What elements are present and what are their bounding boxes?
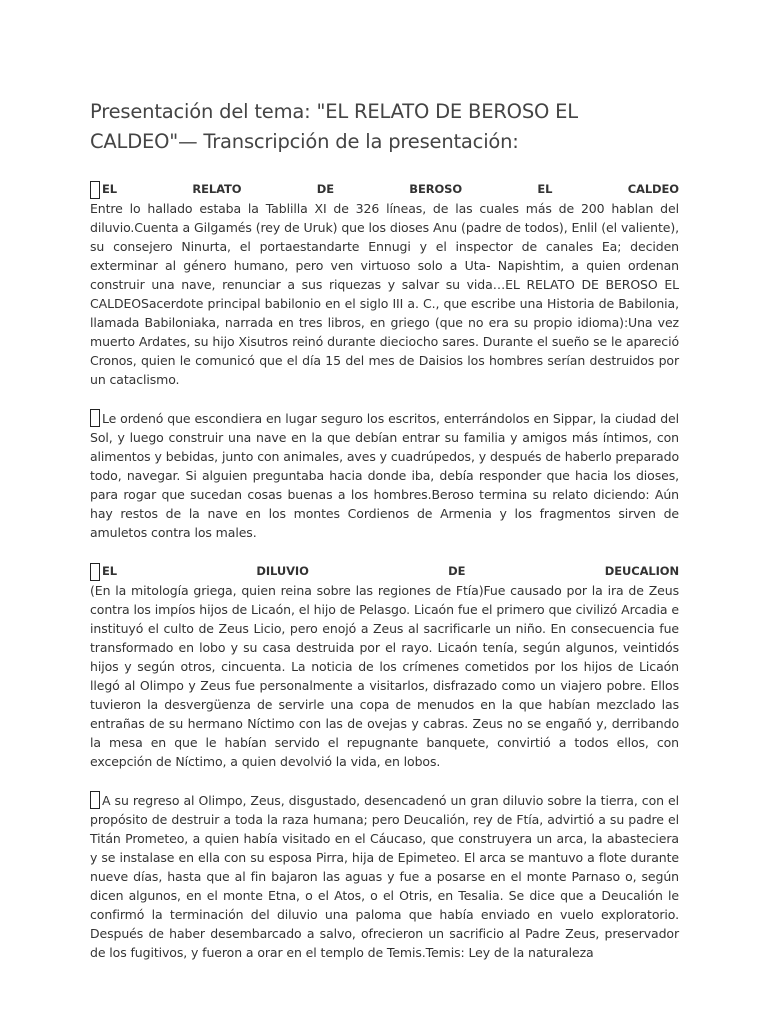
document-page (90, 97, 679, 982)
missing-glyph-icon (90, 409, 100, 427)
section-deucalion (90, 562, 679, 771)
section-text: Entre lo hallado estaba la Tablilla XI de 326 líneas, de las cuales más de 200 hablan del diluvio.Cuenta a Gilgamés (rey de Uruk) que los dioses Anu (padre de todos), Enlil (el valiente), su consejero Ninurta, el portaestandarte Ennugi y el inspector de canales Ea; deciden exterminar al género humano, pero ven virtuoso solo a Uta- Napishtim, a quien ordenan construir una nave, renunciar a sus riquezas y salvar su vida…EL RELATO DE BEROSO EL CALDEOSacerdote principal babilonio en el siglo III a. C., que escribe una Historia de Babilonia, llamada Babiloniaka, narrada en tres libros, en griego (que no era su propio idioma):Una vez muerto Ardates, su hijo Xisutros reinó durante dieciocho sares. Durante el sueño se le apareció Cronos, quien le comunicó que el día 15 del mes de Daisios los hombres serían destruidos por un cataclismo. (90, 201, 679, 387)
section-deucalion-continued (90, 791, 679, 962)
section-text: (En la mitología griega, quien reina sobre las regiones de Ftía)Fue causado por la ira de Zeus contra los impíos hijos de Licaón, el hijo de Pelasgo. Licaón fue el primero que civilizó Arcadia e instituyó el culto de Zeus Licio, pero enojó a Zeus al sacrificarle un niño. En consecuencia fue transformado en lobo y su casa destruida por el rayo. Licaón tenía, según algunos, veintidós hijos y según otros, cincuenta. La noticia de los crímenes cometidos por los hijos de Licaón llegó al Olimpo y Zeus fue personalmente a visitarlos, disfrazado como un viajero pobre. Ellos tuvieron la desvergüenza de servirle una copa de menudos en la que habían mezclado las entrañas de su hermano Níctimo con las de ovejas y cabras. Zeus no se engañó y, derribando la mesa en que le habían servido el repugnante banquete, convirtió a todos ellos, con excepción de Níctimo, a quien devolvió la vida, en lobos. (90, 583, 679, 769)
missing-glyph-icon (90, 791, 100, 809)
section-heading: EL RELATO DE BEROSO EL CALDEO (90, 180, 679, 199)
section-text: Le ordenó que escondiera en lugar seguro los escritos, enterrándolos en Sippar, la ciudad del Sol, y luego construir una nave en la que debían entrar su familia y amigos más íntimos, con alimentos y bebidas, junto con animales, aves y cuadrúpedos, y después de haberlo preparado todo, navegar. Si alguien preguntaba hacia donde iba, debía responder que hacia los dioses, para rogar que sucedan cosas buenas a los hombres.Beroso termina su relato diciendo: Aún hay restos de la nave en los montes Cordienos de Armenia y los fragmentos sirven de amuletos contra los males. (90, 411, 679, 540)
section-text: A su regreso al Olimpo, Zeus, disgustado, desencadenó un gran diluvio sobre la tierra, con el propósito de destruir a toda la raza humana; pero Deucalión, rey de Ftía, advirtió a su padre el Titán Prometeo, a quien había visitado en el Cáucaso, que construyera un arca, la abasteciera y se instalase en ella con su esposa Pirra, hija de Epimeteo. El arca se mantuvo a flote durante nueve días, hasta que al fin bajaron las aguas y fue a posarse en el monte Parnaso o, según dicen algunos, en el monte Etna, o el Atos, o el Otris, en Tesalia. Se dice que a Deucalión le confirmó la terminación del diluvio una paloma que había enviado en vuelo exploratorio. Después de haber desembarcado a salvo, ofrecieron un sacrificio al Padre Zeus, preservador de los fugitivos, y fueron a orar en el templo de Temis.Temis: Ley de la naturaleza (90, 793, 679, 960)
section-beroso (90, 180, 679, 389)
missing-glyph-icon (90, 181, 100, 199)
section-beroso-continued (90, 409, 679, 542)
section-heading: EL DILUVIO DE DEUCALION (90, 562, 679, 581)
page-title: Presentación del tema: "EL RELATO DE BEROSO EL CALDEO"— Transcripción de la presentación: (90, 100, 578, 153)
missing-glyph-icon (90, 563, 100, 581)
